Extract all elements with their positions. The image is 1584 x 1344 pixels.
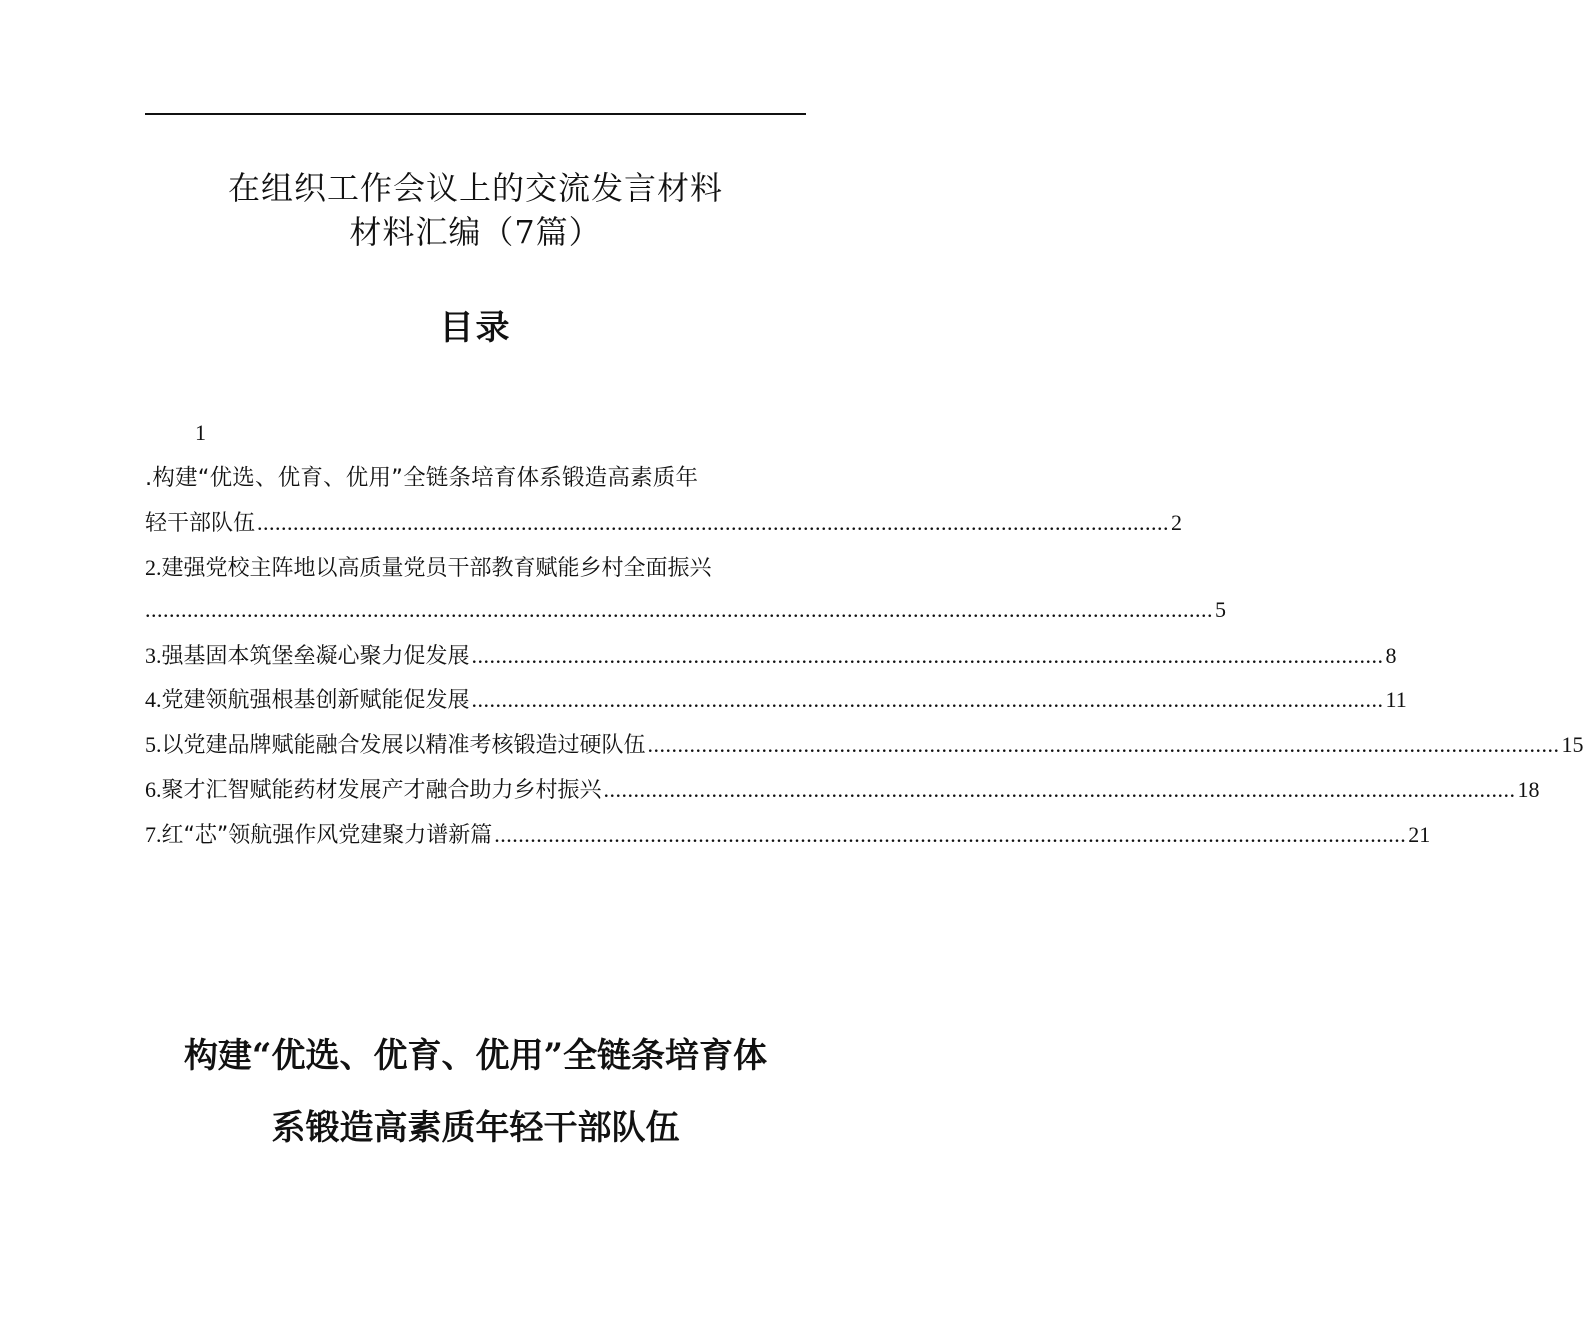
article-title-line1: 构建“优选、优育、优用”全链条培育体 [183,1036,768,1076]
toc-item-6-title: 聚才汇智赋能药材发展产才融合助力乡村振兴 [161,778,602,803]
toc-item-6[interactable] [145,775,1540,805]
toc-item-7-page: 21 [1408,822,1431,847]
toc-item-4-number: 4. [145,687,162,712]
toc-item-4[interactable] [145,685,1407,715]
toc-item-2-line1[interactable] [145,553,806,583]
toc-item-3[interactable] [145,641,1397,671]
document-title-line2: 材料汇编（7篇） [349,213,602,251]
toc-item-2-number: 2. [145,555,162,580]
toc-item-5[interactable] [145,730,1584,760]
toc-leader-dots: ........................................................................................................................................................ [471,643,1384,668]
toc-item-1-title-part1[interactable]: .构建“优选、优育、优用”全链条培育体系锻造高素质年 [145,465,699,491]
toc-leader-dots: .................................................................................................................................................................................. [145,597,1213,622]
article-title-line2: 系锻造高素质年轻干部队伍 [271,1108,680,1148]
document-title-line1: 在组织工作会议上的交流发言材料 [227,169,723,207]
header-rule [145,113,806,115]
toc-item-3-page: 8 [1385,643,1397,668]
toc-item-4-page: 11 [1385,687,1407,712]
toc-item-6-page: 18 [1517,777,1540,802]
toc-item-1-page: 2 [1171,510,1183,535]
toc-leader-dots: ........................................................................................................................................................ [647,732,1560,757]
toc-leader-dots: ........................................................................................................................................................ [494,822,1407,847]
toc-item-2-title: 建强党校主阵地以高质量党员干部教育赋能乡村全面振兴 [161,556,712,581]
toc-item-7-title: 红“芯”领航强作风党建聚力谱新篇 [161,823,493,848]
toc-leader-dots: ........................................................................................................................................................ [471,687,1384,712]
toc-item-3-number: 3. [145,643,162,668]
toc-leader-dots: ........................................................................................................................................................ [257,510,1170,535]
toc-item-5-page: 15 [1561,732,1584,757]
toc-leader-dots: ........................................................................................................................................................ [603,777,1516,802]
toc-item-2-line2[interactable] [145,595,1226,625]
toc-item-6-number: 6. [145,777,162,802]
toc-heading: 目录 [439,308,512,348]
toc-item-7-number: 7. [145,822,162,847]
toc-item-5-number: 5. [145,732,162,757]
toc-item-2-page: 5 [1215,597,1226,622]
toc-item-1-line2[interactable] [145,508,1183,538]
toc-item-4-title: 党建领航强根基创新赋能促发展 [161,688,470,713]
toc-item-5-title: 以党建品牌赋能融合发展以精准考核锻造过硬队伍 [161,733,646,758]
toc-item-1-number: 1 [195,420,206,445]
toc-item-1-title-part2: 轻干部队伍 [145,511,256,536]
toc-item-7[interactable] [145,820,1431,850]
toc-item-3-title: 强基固本筑堡垒凝心聚力促发展 [161,644,470,669]
